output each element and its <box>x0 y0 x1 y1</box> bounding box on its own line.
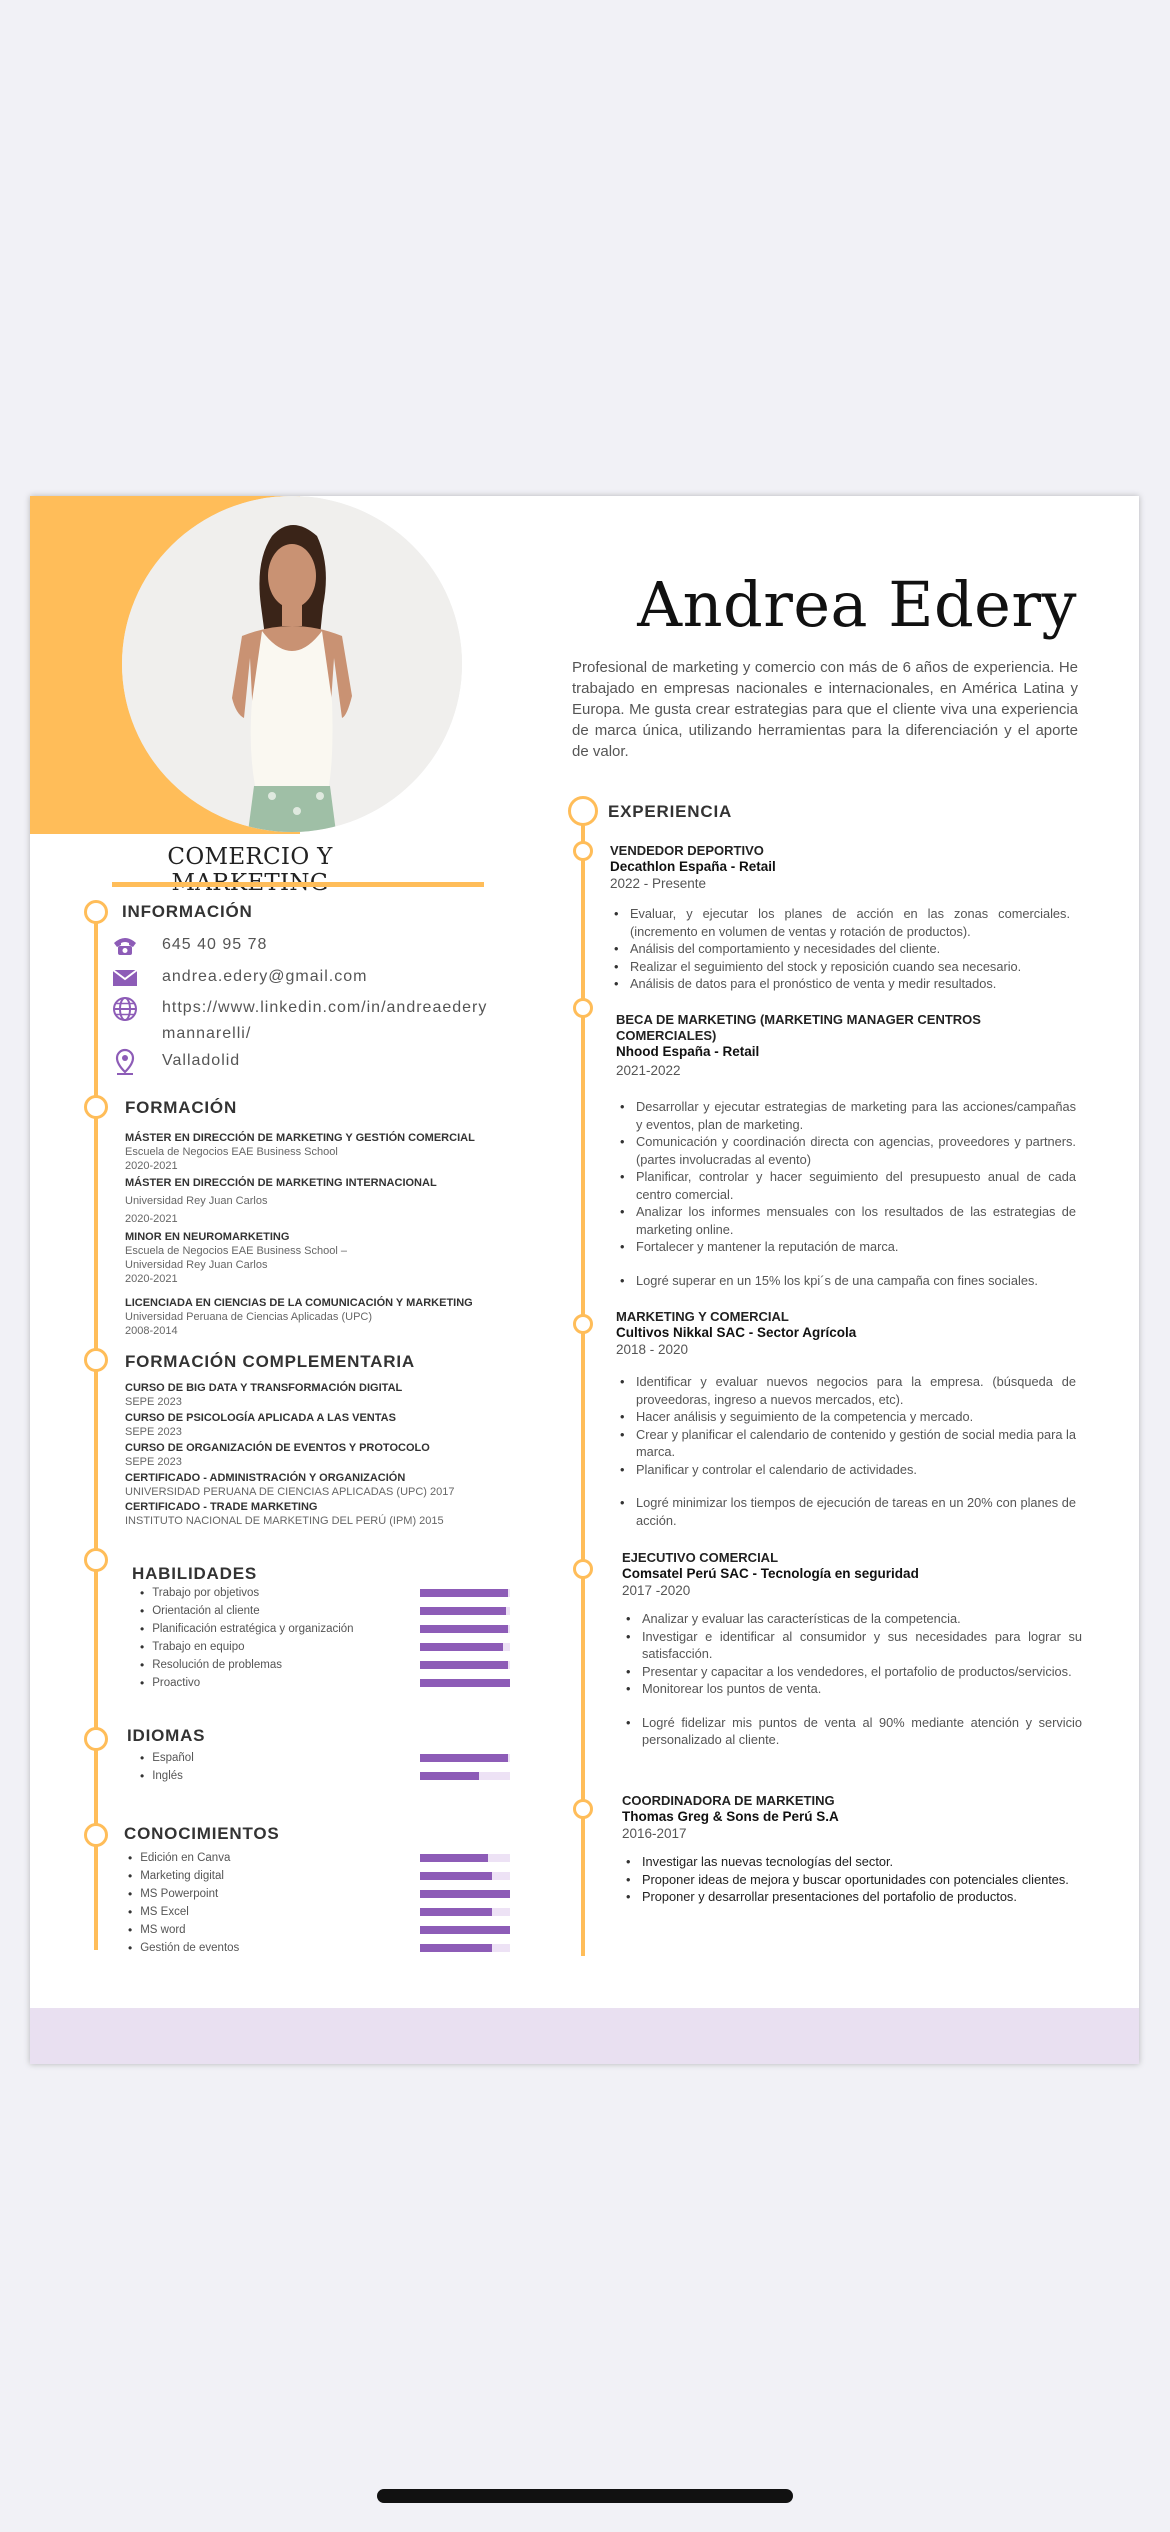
language-row <box>140 1767 510 1785</box>
job-entry <box>616 1309 1076 1529</box>
education-title: MÁSTER EN DIRECCIÓN DE MARKETING Y GESTIÓN COMERCIAL <box>125 1132 475 1144</box>
education-dates: 2008-2014 <box>125 1325 178 1337</box>
job-marker <box>573 998 593 1018</box>
skill-bar <box>420 1607 510 1615</box>
phone-row[interactable] <box>110 932 490 960</box>
knowledge-row <box>128 1903 510 1921</box>
education-item <box>125 1177 505 1226</box>
knowledge-label: • MS word <box>128 1923 186 1937</box>
course-source: INSTITUTO NACIONAL DE MARKETING DEL PERÚ (IPM) 2015 <box>125 1515 444 1527</box>
job-bullet: • Comunicación y coordinación directa con agencias, proveedores y partners. (partes involucradas al evento) <box>616 1133 1076 1168</box>
education-school: Universidad Peruana de Ciencias Aplicadas (UPC) <box>125 1311 373 1323</box>
skill-row <box>140 1620 510 1638</box>
job-bullet: • Crear y planificar el calendario de contenido y gestión de social media para la marca. <box>616 1426 1076 1461</box>
formacion-title: FORMACIÓN <box>125 1098 238 1117</box>
section-marker <box>84 1095 108 1119</box>
job-bullet: • Investigar e identificar al consumidor y sus necesidades para lograr su satisfacción. <box>622 1628 1082 1663</box>
education-dates: 2020-2021 <box>125 1160 178 1172</box>
section-marker <box>84 1727 108 1751</box>
linkedin-row[interactable] <box>110 995 490 1047</box>
language-label: • Español <box>140 1751 194 1765</box>
skill-label: • Planificación estratégica y organización <box>140 1622 354 1636</box>
knowledge-row <box>128 1867 510 1885</box>
globe-icon <box>110 995 140 1023</box>
course-source: SEPE 2023 <box>125 1456 182 1468</box>
knowledge-row <box>128 1939 510 1957</box>
section-marker <box>84 1548 108 1572</box>
job-bullet: • Logré fidelizar mis puntos de venta al 90% mediante atención y servicio personalizado al cliente. <box>622 1714 1082 1749</box>
skill-row <box>140 1584 510 1602</box>
skill-bar-fill <box>420 1679 510 1687</box>
portrait-illustration <box>122 496 462 832</box>
knowledge-bar <box>420 1926 510 1934</box>
job-dates: 2016-2017 <box>622 1826 687 1841</box>
skill-bar-fill <box>420 1625 508 1633</box>
job-bullet: • Logré superar en un 15% los kpi´s de una campaña con fines sociales. <box>616 1272 1076 1290</box>
skill-bar-fill <box>420 1607 506 1615</box>
skill-bar <box>420 1679 510 1687</box>
skill-bar <box>420 1589 510 1597</box>
job-bullet: • Analizar y evaluar las características de la competencia. <box>622 1610 1082 1628</box>
job-bullets <box>616 1373 1076 1529</box>
job-entry <box>622 1793 1082 1906</box>
job-company: Thomas Greg & Sons de Perú S.A <box>622 1809 839 1824</box>
course-title: CURSO DE PSICOLOGÍA APLICADA A LAS VENTAS <box>125 1412 396 1424</box>
knowledge-row <box>128 1921 510 1939</box>
language-row <box>140 1749 510 1767</box>
knowledge-bar-fill <box>420 1890 510 1898</box>
skill-bar <box>420 1661 510 1669</box>
phone-text: 645 40 95 78 <box>162 936 268 953</box>
skill-bar <box>420 1625 510 1633</box>
job-dates: 2018 - 2020 <box>616 1342 689 1357</box>
language-label: • Inglés <box>140 1769 183 1783</box>
job-bullet: • Proponer y desarrollar presentaciones del portafolio de productos. <box>622 1888 1082 1906</box>
skill-bar-fill <box>420 1661 508 1669</box>
skill-label: • Trabajo en equipo <box>140 1640 244 1654</box>
education-item <box>125 1132 505 1173</box>
skill-bar <box>420 1643 510 1651</box>
knowledge-label: • MS Powerpoint <box>128 1887 218 1901</box>
skill-label: • Trabajo por objetivos <box>140 1586 259 1600</box>
job-bullet: • Evaluar, y ejecutar los planes de acción en las zonas comerciales. (incremento en volumen de ventas y rotación de productos). <box>610 905 1070 940</box>
education-school: Universidad Rey Juan Carlos <box>125 1259 268 1271</box>
course-item <box>125 1382 505 1409</box>
job-bullet: • Analizar los informes mensuales con los resultados de las estrategias de marketing online. <box>616 1203 1076 1238</box>
job-company: Decathlon España - Retail <box>610 859 776 874</box>
skill-label: • Orientación al cliente <box>140 1604 260 1618</box>
knowledge-bar-fill <box>420 1854 488 1862</box>
job-entry <box>616 1012 1076 1289</box>
skill-row <box>140 1674 510 1692</box>
location-row <box>110 1048 490 1076</box>
education-title: MÁSTER EN DIRECCIÓN DE MARKETING INTERNACIONAL <box>125 1177 437 1189</box>
education-item <box>125 1297 505 1338</box>
job-bullet: • Presentar y capacitar a los vendedores, el portafolio de productos/servicios. <box>622 1663 1082 1681</box>
knowledge-label: • Edición en Canva <box>128 1851 230 1865</box>
job-marker <box>573 1559 593 1579</box>
knowledge-bar <box>420 1854 510 1862</box>
job-entry <box>622 1550 1082 1749</box>
profile-summary: Profesional de marketing y comercio con más de 6 años de experiencia. He trabajado en empresas nacionales e internacionales, en América Latina y Europa. Me gusta crear estrategias para que el cliente viva una experiencia de marca única, utilizando herramientas para la diferenciación y el aporte de valor. <box>572 659 1078 760</box>
knowledge-bar <box>420 1872 510 1880</box>
knowledge-row <box>128 1849 510 1867</box>
knowledge-label: • Gestión de eventos <box>128 1941 239 1955</box>
job-entry <box>610 843 1070 993</box>
info-title: INFORMACIÓN <box>122 902 253 921</box>
job-bullets <box>610 905 1070 993</box>
knowledge-row <box>128 1885 510 1903</box>
course-title: CERTIFICADO - TRADE MARKETING <box>125 1501 318 1513</box>
resume-page <box>30 496 1139 2064</box>
job-bullet: • Monitorear los puntos de venta. <box>622 1680 1082 1698</box>
knowledge-bar-fill <box>420 1926 510 1934</box>
section-marker <box>84 1348 108 1372</box>
education-school: Escuela de Negocios EAE Business School – <box>125 1245 347 1257</box>
education-school: Escuela de Negocios EAE Business School <box>125 1146 338 1158</box>
job-marker <box>573 1799 593 1819</box>
knowledge-label: • Marketing digital <box>128 1869 224 1883</box>
skill-label: • Proactivo <box>140 1676 200 1690</box>
job-title: VENDEDOR DEPORTIVO <box>610 843 764 858</box>
left-timeline <box>94 918 98 1950</box>
right-timeline <box>581 816 585 1956</box>
course-item <box>125 1501 505 1528</box>
job-title: MARKETING Y COMERCIAL <box>616 1309 789 1324</box>
mail-icon <box>110 964 140 992</box>
language-bar <box>420 1772 510 1780</box>
job-bullets <box>622 1610 1082 1749</box>
habilidades-title: HABILIDADES <box>132 1564 257 1583</box>
language-bar <box>420 1754 510 1762</box>
job-company: Nhood España - Retail <box>616 1044 760 1059</box>
course-source: UNIVERSIDAD PERUANA DE CIENCIAS APLICADAS (UPC) 2017 <box>125 1486 455 1498</box>
education-dates: 2020-2021 <box>125 1213 178 1225</box>
job-marker <box>573 1314 593 1334</box>
course-item <box>125 1472 505 1499</box>
job-bullet: • Planificar y controlar el calendario de actividades. <box>616 1461 1076 1479</box>
role-underline <box>112 882 484 887</box>
language-bar-fill <box>420 1754 508 1762</box>
job-dates: 2021-2022 <box>616 1063 681 1078</box>
knowledge-label: • MS Excel <box>128 1905 189 1919</box>
job-bullet: • Planificar, controlar y hacer seguimiento del presupuesto anual de cada centro comercial. <box>616 1168 1076 1203</box>
job-company: Comsatel Perú SAC - Tecnología en seguridad <box>622 1566 919 1581</box>
skill-bar-fill <box>420 1643 503 1651</box>
skill-row <box>140 1602 510 1620</box>
section-marker <box>568 796 598 826</box>
skill-label: • Resolución de problemas <box>140 1658 282 1672</box>
experiencia-title: EXPERIENCIA <box>608 802 733 821</box>
course-title: CERTIFICADO - ADMINISTRACIÓN Y ORGANIZACIÓN <box>125 1472 406 1484</box>
linkedin-text: https://www.linkedin.com/in/andreaederymannarelli/ <box>162 999 488 1042</box>
job-bullet: • Investigar las nuevas tecnologías del sector. <box>622 1853 1082 1871</box>
candidate-name: Andrea Edery <box>637 568 1077 641</box>
education-dates: 2020-2021 <box>125 1273 178 1285</box>
job-marker <box>573 841 593 861</box>
job-title: COORDINADORA DE MARKETING <box>622 1793 835 1808</box>
email-text: andrea.edery@gmail.com <box>162 968 368 985</box>
education-title: MINOR EN NEUROMARKETING <box>125 1231 290 1243</box>
job-bullet: • Análisis del comportamiento y necesidades del cliente. <box>610 940 1070 958</box>
skills-list <box>140 1584 510 1692</box>
job-bullet: • Análisis de datos para el pronóstico de venta y medir resultados. <box>610 975 1070 993</box>
job-title: BECA DE MARKETING (MARKETING MANAGER CENTROS COMERCIALES) <box>616 1012 981 1043</box>
job-bullet: • Identificar y evaluar nuevos negocios para la empresa. (búsqueda de proveedoras, ingreso a nuevos mercados, etc). <box>616 1373 1076 1408</box>
course-title: CURSO DE ORGANIZACIÓN DE EVENTOS Y PROTOCOLO <box>125 1442 430 1454</box>
course-item <box>125 1442 505 1469</box>
email-row[interactable] <box>110 964 490 992</box>
job-dates: 2017 -2020 <box>622 1583 691 1598</box>
section-marker <box>84 1823 108 1847</box>
job-company: Cultivos Nikkal SAC - Sector Agrícola <box>616 1325 857 1340</box>
course-source: SEPE 2023 <box>125 1396 182 1408</box>
job-bullet: • Proponer ideas de mejora y buscar oportunidades con potenciales clientes. <box>622 1871 1082 1889</box>
job-bullets <box>616 1098 1076 1289</box>
education-school: Universidad Rey Juan Carlos <box>125 1195 268 1207</box>
job-bullet: • Desarrollar y ejecutar estrategias de marketing para las acciones/campañas y eventos, plan de marketing. <box>616 1098 1076 1133</box>
job-bullet: • Realizar el seguimiento del stock y reposición cuando sea necesario. <box>610 958 1070 976</box>
skill-bar-fill <box>420 1589 508 1597</box>
knowledge-bar-fill <box>420 1872 492 1880</box>
course-source: SEPE 2023 <box>125 1426 182 1438</box>
footer-band <box>30 2008 1139 2064</box>
job-dates: 2022 - Presente <box>610 876 707 891</box>
job-bullet: • Hacer análisis y seguimiento de la competencia y mercado. <box>616 1408 1076 1426</box>
job-title: EJECUTIVO COMERCIAL <box>622 1550 779 1565</box>
home-indicator[interactable] <box>377 2489 793 2503</box>
conocimientos-title: CONOCIMIENTOS <box>124 1824 280 1843</box>
course-item <box>125 1412 505 1439</box>
languages-list <box>140 1749 510 1785</box>
knowledge-list <box>128 1849 510 1957</box>
role-title: COMERCIO Y <box>167 844 333 870</box>
section-marker <box>84 900 108 924</box>
phone-icon <box>110 932 140 960</box>
education-item <box>125 1231 505 1286</box>
knowledge-bar <box>420 1890 510 1898</box>
knowledge-bar-fill <box>420 1944 492 1952</box>
idiomas-title: IDIOMAS <box>127 1726 206 1745</box>
job-bullets <box>622 1853 1082 1906</box>
course-title: CURSO DE BIG DATA Y TRANSFORMACIÓN DIGITAL <box>125 1382 403 1394</box>
profile-photo <box>122 496 462 832</box>
knowledge-bar <box>420 1944 510 1952</box>
education-title: LICENCIADA EN CIENCIAS DE LA COMUNICACIÓN Y MARKETING <box>125 1297 473 1309</box>
location-text: Valladolid <box>162 1052 241 1069</box>
skill-row <box>140 1638 510 1656</box>
knowledge-bar-fill <box>420 1908 492 1916</box>
complementaria-title: FORMACIÓN COMPLEMENTARIA <box>125 1352 415 1371</box>
skill-row <box>140 1656 510 1674</box>
language-bar-fill <box>420 1772 479 1780</box>
location-pin-icon <box>110 1048 140 1076</box>
job-bullet: • Fortalecer y mantener la reputación de marca. <box>616 1238 1076 1256</box>
job-bullet: • Logré minimizar los tiempos de ejecución de tareas en un 20% con planes de acción. <box>616 1494 1076 1529</box>
knowledge-bar <box>420 1908 510 1916</box>
